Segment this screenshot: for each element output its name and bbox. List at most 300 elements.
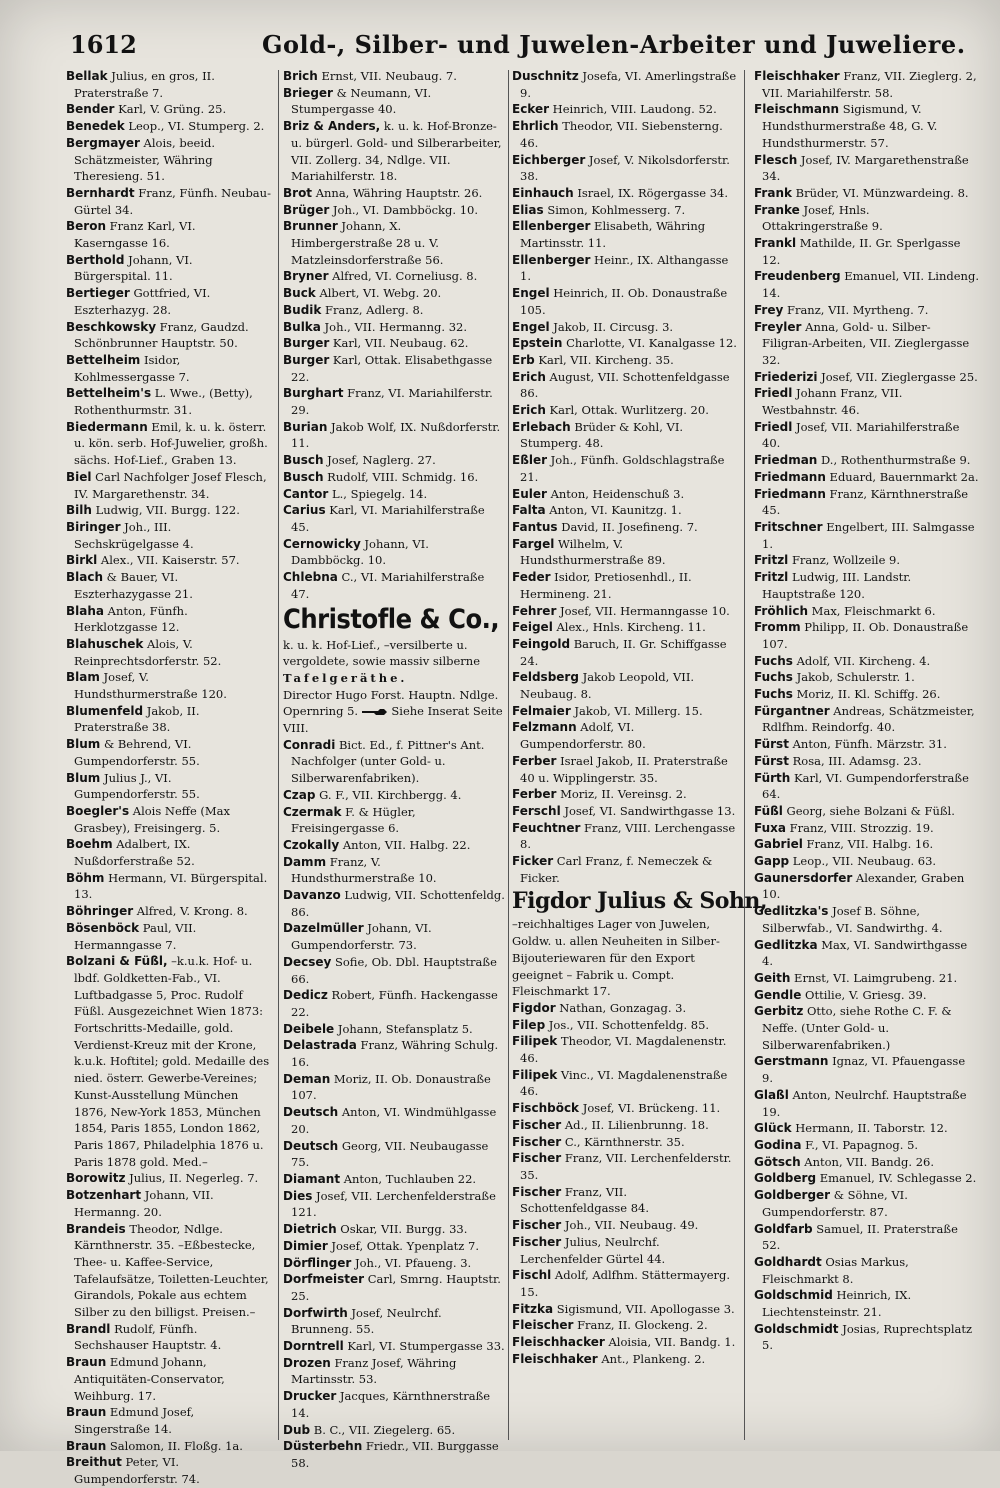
entry-name: Elias: [512, 202, 544, 217]
entry-details: Friedr., VII. Burggasse 58.: [291, 1439, 499, 1470]
entry-details: Karl, VI. Stumpergasse 33.: [343, 1339, 505, 1354]
entry-details: Franz, VII. Lerchenfelderstr. 35.: [520, 1151, 732, 1182]
directory-entry: [283, 452, 505, 469]
entry-name: Czokally: [283, 837, 340, 852]
entry-details: Heinrich, VIII. Laudong. 52.: [549, 102, 717, 117]
entry-details: Anton, Fünfh. Märzstr. 31.: [788, 737, 947, 752]
entry-name: Filipek: [512, 1034, 558, 1049]
directory-entry: [754, 1221, 979, 1254]
entry-name: Goldschmidt: [754, 1321, 839, 1336]
directory-entry: [283, 854, 505, 887]
entry-details: Josef, Ottak. Ypenplatz 7.: [327, 1238, 479, 1253]
entry-name: Gapp: [754, 854, 790, 869]
directory-entry: [512, 519, 737, 536]
entry-details: Heinrich, IX. Liechtensteinstr. 21.: [762, 1288, 912, 1320]
entry-name: Feingold: [512, 636, 571, 651]
directory-entry: [512, 786, 737, 803]
entry-name: Ficker: [512, 854, 554, 869]
directory-entry: [283, 1171, 505, 1188]
directory-entry: [283, 352, 505, 385]
entry-details: Theodor, VII. Siebensterng. 46.: [520, 119, 723, 150]
entry-details: Georg, siehe Bolzani & Füßl.: [782, 803, 955, 818]
directory-entry: [283, 419, 505, 452]
entry-name: Glück: [754, 1121, 792, 1136]
entry-name: Füßl: [754, 803, 783, 818]
entry-details: Josef, VI. Sandwirthgasse 13.: [560, 803, 736, 818]
entry-name: Frank: [754, 185, 792, 200]
entry-details: Joh., III. Sechskrügelgasse 4.: [74, 519, 194, 551]
entry-name: Friedmann: [754, 469, 826, 484]
entry-name: Fromm: [754, 620, 801, 635]
entry-name: Gedlitzka's: [754, 904, 829, 919]
entry-name: Dorntrell: [283, 1339, 344, 1354]
directory-entry: [754, 803, 979, 820]
entry-name: Briz & Anders,: [283, 119, 381, 134]
entry-details: Baruch, II. Gr. Schiffgasse 24.: [520, 636, 727, 668]
entry-details: Rosa, III. Adamsg. 23.: [788, 753, 922, 768]
entry-name: Borowitz: [66, 1171, 126, 1186]
entry-details: Franz, II. Glockeng. 2.: [573, 1318, 708, 1333]
entry-details: Jakob Wolf, IX. Nußdorferstr. 11.: [291, 419, 501, 451]
entry-details: Oskar, VII. Burgg. 33.: [336, 1222, 468, 1237]
directory-entry: [512, 68, 737, 101]
entry-name: Boegler's: [66, 803, 130, 818]
directory-entry: [754, 736, 979, 753]
directory-entry: [754, 152, 979, 185]
directory-entry: [283, 920, 505, 953]
entry-name: Goldschmid: [754, 1288, 833, 1303]
entry-details: Josef, Hnls. Ottakringerstraße 9.: [762, 202, 883, 234]
directory-entry: [754, 987, 979, 1004]
entry-name: Czap: [283, 787, 316, 802]
column-2: [283, 68, 505, 1470]
entry-name: Burger: [283, 336, 330, 351]
entry-details: Jakob, VI. Millerg. 15.: [570, 703, 703, 718]
entry-name: Fuchs: [754, 670, 793, 685]
directory-entry: [512, 1301, 737, 1318]
directory-entry: [66, 953, 271, 1170]
entry-details: Ernst, VI. Laimgrubeng. 21.: [790, 970, 958, 985]
directory-entry: [512, 569, 737, 602]
entry-details: Josef, VII. Lerchenfelderstraße 121.: [291, 1188, 496, 1220]
directory-entry: [512, 101, 737, 118]
directory-entry: [512, 335, 737, 352]
directory-entry: [512, 1234, 737, 1267]
directory-entry: [66, 469, 271, 502]
entry-name: Erlebach: [512, 419, 571, 434]
entry-details: Jacques, Kärnthnerstraße 14.: [291, 1389, 491, 1420]
directory-entry: [512, 502, 737, 519]
directory-entry: [754, 1187, 979, 1220]
directory-entry: [512, 820, 737, 853]
entry-details: Emil, k. u. k. österr. u. kön. serb. Hof-Juwelier, großh. sächs. Hof-Lief., Graben 13.: [74, 419, 268, 468]
directory-entry: [754, 903, 979, 936]
entry-name: Carius: [283, 503, 326, 518]
entry-name: Czermak: [283, 804, 342, 819]
directory-entry: [66, 569, 271, 602]
entry-name: Franke: [754, 202, 800, 217]
directory-entry: [754, 569, 979, 602]
entry-details: Franz, Gaudzd. Schönbrunner Hauptstr. 50.: [74, 319, 249, 351]
entry-details: Ant., Plankeng. 2.: [597, 1351, 706, 1366]
entry-name: Blach: [66, 570, 104, 585]
entry-name: Bulka: [283, 319, 321, 334]
directory-entry: [512, 152, 737, 185]
entry-name: Glaßl: [754, 1087, 789, 1102]
entries-list: [512, 1000, 737, 1367]
directory-entry: [66, 118, 271, 135]
entry-details: Leop., VII. Neubaug. 63.: [789, 854, 937, 869]
entry-details: Anna, Gold- u. Silber-Filigran-Arbeiten, VII. Zieglergasse 32.: [762, 319, 970, 367]
entry-details: Moriz, II. Ob. Donaustraße 107.: [291, 1071, 491, 1103]
entry-name: Fischer: [512, 1117, 562, 1132]
entry-name: Filipek: [512, 1067, 558, 1082]
entry-name: Berthold: [66, 252, 125, 267]
entry-details: Joh., VII. Neubaug. 49.: [561, 1218, 699, 1233]
directory-entry: [512, 252, 737, 285]
entry-details: C., VI. Mariahilferstraße 47.: [291, 570, 485, 601]
directory-entry: [754, 302, 979, 319]
entry-details: Karl, Ottak. Elisabethgasse 22.: [291, 352, 493, 384]
directory-entry: [283, 1255, 505, 1272]
entry-details: Julius, II. Negerleg. 7.: [125, 1171, 259, 1186]
directory-entry: [512, 1134, 737, 1151]
entry-details: Franz, Währing Schulg. 16.: [291, 1038, 499, 1070]
directory-entry: [66, 285, 271, 318]
entry-name: Fleischhacker: [512, 1335, 605, 1350]
directory-entry: [283, 987, 505, 1020]
entry-name: Fuchs: [754, 653, 793, 668]
entry-name: Dedicz: [283, 988, 328, 1003]
entry-details: Johann, VI. Dambböckg. 10.: [291, 536, 429, 568]
entry-details: Ludwig, VII. Burgg. 122.: [91, 503, 240, 518]
entries-list: [754, 68, 979, 1354]
entry-details: Theodor, VI. Magdalenenstr. 46.: [520, 1034, 727, 1066]
directory-entry: [66, 669, 271, 702]
ad-see-reference: Siehe Inserat Seite VIII.: [283, 704, 503, 736]
entry-name: Fleischhaker: [512, 1351, 598, 1366]
directory-entry: [66, 1170, 271, 1187]
directory-entry: [754, 1254, 979, 1287]
entry-details: Josef, V. Hundsthurmerstraße 120.: [74, 670, 227, 702]
directory-entry: [754, 820, 979, 837]
entry-name: Dietrich: [283, 1222, 337, 1237]
directory-entry: [754, 770, 979, 803]
entry-name: Dörflinger: [283, 1255, 352, 1270]
entry-details: Anton, VI. Kaunitzg. 1.: [545, 503, 682, 518]
entry-name: Fargel: [512, 536, 555, 551]
entry-name: Brieger: [283, 85, 333, 100]
directory-entry: [66, 185, 271, 218]
directory-entry: [512, 1117, 737, 1134]
entry-name: Bösenböck: [66, 920, 140, 935]
entry-name: Ferber: [512, 753, 557, 768]
entry-details: Ottilie, V. Griesg. 39.: [801, 987, 927, 1002]
entry-details: Anton, VI. Windmühlgasse 20.: [291, 1105, 497, 1136]
christofle-advertisement: [283, 603, 505, 737]
directory-entry: [754, 486, 979, 519]
entry-details: Hermann, II. Taborstr. 12.: [791, 1121, 948, 1136]
entry-name: Bergmayer: [66, 135, 140, 150]
entry-name: Bryner: [283, 269, 329, 284]
entry-name: Fischer: [512, 1218, 562, 1233]
entry-details: Anton, Tuchlauben 22.: [340, 1172, 477, 1186]
entry-name: Friedmann: [754, 486, 826, 501]
directory-entry: [283, 1037, 505, 1070]
entry-name: Eichberger: [512, 152, 586, 167]
entry-details: Julius, Neulrchf. Lerchenfelder Gürtel 44.: [520, 1234, 666, 1266]
directory-entry: [66, 1404, 271, 1437]
directory-entry: [512, 402, 737, 419]
entry-name: Drozen: [283, 1355, 331, 1370]
entry-name: Engel: [512, 286, 550, 301]
entry-details: k. u. k. Hof-Bronze- u. bürgerl. Gold- und Silberarbeiter, VII. Zollerg. 34, Ndlge. VII. Mariahilferstr. 18.: [291, 119, 502, 184]
directory-entry: [66, 419, 271, 469]
directory-entry: [754, 1321, 979, 1354]
directory-entry: [512, 853, 737, 886]
entry-details: Gottfried, VI. Eszterhazyg. 28.: [74, 286, 211, 317]
entry-name: Fritzl: [754, 570, 789, 585]
entry-name: Frankl: [754, 236, 797, 251]
entry-details: Edmund Johann, Antiquitäten-Conservator, Weihburg. 17.: [74, 1355, 225, 1403]
entry-details: Josef, Naglerg. 27.: [323, 453, 436, 468]
directory-entry: [754, 686, 979, 703]
entry-details: B. C., VII. Ziegelerg. 65.: [310, 1422, 456, 1437]
entry-name: Braun: [66, 1438, 107, 1453]
directory-entry: [66, 252, 271, 285]
directory-entry: [754, 1053, 979, 1086]
directory-entry: [512, 185, 737, 202]
entry-details: Peter, VI. Gumpendorferstr. 74.: [74, 1455, 200, 1487]
entry-details: Karl, Ottak. Wurlitzerg. 20.: [545, 403, 709, 418]
directory-entry: [283, 218, 505, 268]
entry-name: Duschnitz: [512, 69, 579, 83]
directory-entry: [512, 703, 737, 720]
directory-entry: [283, 1422, 505, 1439]
entry-details: Adolf, Adlfhm. Stättermayerg. 15.: [520, 1268, 731, 1299]
entry-name: Fritschner: [754, 519, 823, 534]
entry-name: Dies: [283, 1188, 313, 1203]
entry-details: Jos., VII. Schottenfeldg. 85.: [545, 1017, 710, 1032]
directory-entry: [66, 770, 271, 803]
directory-entry: [283, 385, 505, 418]
entry-details: –k.u.k. Hof- u. lbdf. Goldketten-Fab., VI. Luftbadgasse 5, Proc. Rudolf Füßl. Ausgezeichnet Wien 1873: Fortschritts-Medaille, gold. Verdienst-Kreuz mit der Krone, k.u.k. Hoftitel; gold. Medaille des nied. österr. Gewerbe-Vereines; Kunst-Ausstellung München 1876, New-York 1853, München 1854, Paris 1855, London 1862, Paris 1867, Philadelphia 1876 u. Paris 1878 gold. Med.–: [74, 954, 270, 1169]
entry-details: Josef B. Söhne, Silberwfab., VI. Sandwirthg. 4.: [762, 904, 943, 935]
directory-entry: [754, 235, 979, 268]
entry-details: Franz, VII. Zieglerg. 2, VII. Mariahilferstr. 58.: [762, 69, 977, 100]
entry-name: Feigel: [512, 620, 553, 635]
directory-entry: [754, 870, 979, 903]
entry-name: Deman: [283, 1071, 331, 1086]
entry-name: Brot: [283, 185, 313, 200]
entry-name: Breithut: [66, 1455, 122, 1470]
entry-details: Philipp, II. Ob. Donaustraße 107.: [762, 620, 969, 651]
entry-name: Biel: [66, 469, 92, 484]
directory-entry: [754, 1170, 979, 1187]
entry-details: Franz, VII. Halbg. 16.: [802, 837, 934, 852]
directory-entry: [66, 803, 271, 836]
entry-name: Gerbitz: [754, 1004, 804, 1019]
entry-name: Gendle: [754, 987, 802, 1002]
entry-name: Goldfarb: [754, 1221, 813, 1236]
directory-entry: [66, 101, 271, 118]
entry-name: Beschkowsky: [66, 319, 157, 334]
entry-details: Karl, VII. Kircheng. 35.: [534, 352, 674, 367]
entry-details: Anton, VII. Bandg. 26.: [800, 1154, 935, 1169]
entry-name: Ferschl: [512, 803, 561, 818]
entry-details: Franz, Fünfh. Neubau-Gürtel 34.: [74, 185, 271, 217]
entry-name: Dorfwirth: [283, 1305, 348, 1320]
entry-name: Böhringer: [66, 904, 134, 919]
directory-entry: [512, 1334, 737, 1351]
entries-list: [283, 68, 505, 603]
entry-details: David, II. Josefineng. 7.: [557, 519, 698, 534]
entry-name: Blaha: [66, 603, 104, 618]
entry-name: Filep: [512, 1017, 546, 1032]
directory-entry: [754, 268, 979, 301]
directory-entry: [512, 1317, 737, 1334]
entry-details: Joh., VII. Hermanng. 32.: [320, 319, 468, 334]
entry-name: Bettelheim: [66, 352, 141, 367]
directory-entry: [66, 135, 271, 185]
entry-name: Blum: [66, 770, 101, 785]
entry-name: Gabriel: [754, 837, 803, 852]
entry-name: Fantus: [512, 519, 558, 534]
entry-name: Boehm: [66, 837, 113, 852]
entry-details: Johann, Stefansplatz 5.: [334, 1021, 473, 1036]
entry-name: Fischer: [512, 1151, 562, 1166]
entry-name: Brunner: [283, 219, 338, 234]
entry-details: Moriz, II. Vereinsg. 2.: [556, 787, 687, 802]
directory-entry: [66, 519, 271, 552]
directory-entry: [754, 185, 979, 202]
entry-details: L. Wwe., (Betty), Rothenthurmstr. 31.: [74, 386, 253, 418]
ad-body: –reichhaltiges Lager von Juwelen, Goldw. u. allen Neuheiten in Silber-Bijouteriewaren für den Export geeignet – Fabrik u. Compt. Fleischmarkt 17.: [512, 917, 720, 999]
entry-name: Epstein: [512, 336, 563, 351]
entry-details: Alfred, V. Krong. 8.: [133, 904, 248, 919]
entry-name: Erich: [512, 369, 546, 384]
directory-entry: [754, 552, 979, 569]
entry-details: Leop., VI. Stumperg. 2.: [124, 119, 265, 134]
directory-columns: [66, 68, 986, 1487]
entry-details: Elisabeth, Währing Martinsstr. 11.: [520, 219, 706, 251]
entry-name: Dazelmüller: [283, 921, 364, 936]
directory-entry: [754, 101, 979, 151]
directory-entry: [66, 836, 271, 869]
entry-name: Fritzl: [754, 553, 789, 568]
entry-details: Joh., Fünfh. Goldschlagstraße 21.: [520, 453, 725, 484]
directory-entry: [66, 703, 271, 736]
entry-details: Franz Karl, VI. Kaserngasse 16.: [74, 219, 196, 251]
entry-name: Gaunersdorfer: [754, 870, 853, 885]
directory-entry: [754, 1003, 979, 1053]
entry-details: August, VII. Schottenfeldgasse 86.: [520, 369, 730, 401]
entry-details: Heinr., IX. Althangasse 1.: [520, 252, 729, 284]
directory-entry: [66, 502, 271, 519]
entry-name: Figdor: [512, 1000, 556, 1015]
entry-name: Buck: [283, 286, 316, 301]
entry-details: Rudolf, Fünfh. Sechshauser Hauptstr. 4.: [74, 1321, 222, 1353]
directory-entry: [283, 1071, 505, 1104]
directory-entry: [512, 536, 737, 569]
entry-details: Rudolf, VIII. Schmidg. 16.: [323, 469, 479, 484]
entry-details: Wilhelm, V. Hundsthurmerstraße 89.: [520, 536, 666, 568]
directory-entry: [512, 218, 737, 251]
entry-details: Karl, V. Grüng. 25.: [114, 102, 227, 117]
entry-details: Alois, beeid. Schätzmeister, Währing Theresieng. 51.: [74, 135, 216, 184]
entry-details: G. F., VII. Kirchbergg. 4.: [315, 787, 462, 802]
entry-details: Franz, V. Hundsthurmerstraße 10.: [291, 854, 437, 886]
ad-spaced-text: Tafelgeräthe.: [283, 670, 408, 685]
directory-entry: [512, 669, 737, 702]
directory-entry: [754, 452, 979, 469]
page-header: [0, 28, 1000, 68]
entry-name: Bettelheim's: [66, 386, 152, 401]
entry-details: & Neumann, VI. Stumpergasse 40.: [291, 85, 432, 117]
entry-details: Sigismund, V. Hundsthurmerstraße 48, G. V. Hundsthurmerstr. 57.: [762, 102, 938, 150]
directory-entry: [283, 569, 505, 602]
entry-name: Davanzo: [283, 888, 341, 903]
entry-name: Friedl: [754, 419, 793, 434]
entry-details: Samuel, II. Praterstraße 52.: [762, 1221, 958, 1253]
directory-entry: [754, 369, 979, 386]
entry-details: Anton, VII. Halbg. 22.: [339, 837, 471, 852]
entry-name: Brich: [283, 69, 318, 83]
entry-name: Busch: [283, 453, 324, 468]
entry-details: Jakob, II. Praterstraße 38.: [74, 703, 200, 735]
entry-name: Burian: [283, 419, 328, 434]
entry-details: Mathilde, II. Gr. Sperlgasse 12.: [762, 236, 961, 267]
directory-entry: [283, 1238, 505, 1255]
entry-name: Flesch: [754, 152, 798, 167]
directory-entry: [512, 285, 737, 318]
entry-name: Freyler: [754, 319, 802, 334]
directory-entry: [754, 836, 979, 853]
entry-details: Alfred, VI. Corneliusg. 8.: [328, 269, 478, 284]
entry-name: Ellenberger: [512, 219, 591, 234]
entry-name: Delastrada: [283, 1038, 357, 1053]
entry-details: Isidor, Kohlmessergasse 7.: [74, 352, 190, 384]
entry-details: C., Kärnthnerstr. 35.: [561, 1134, 685, 1149]
directory-entry: [512, 1100, 737, 1117]
entry-name: Fürgantner: [754, 703, 830, 718]
entry-name: Eßler: [512, 453, 547, 468]
entry-details: F. & Hügler, Freisingergasse 6.: [291, 804, 416, 836]
entry-name: Decsey: [283, 954, 332, 969]
entry-name: Beron: [66, 219, 106, 234]
entry-name: Ecker: [512, 102, 550, 117]
directory-entry: [754, 669, 979, 686]
directory-entry: [283, 1305, 505, 1338]
directory-entry: [512, 1017, 737, 1034]
directory-entry: [283, 804, 505, 837]
entry-name: Feldsberg: [512, 670, 579, 685]
entry-name: Friederizi: [754, 369, 818, 384]
directory-entry: [754, 469, 979, 486]
entry-name: Fuxa: [754, 820, 786, 835]
entry-details: Brüder, VI. Münzwardeing. 8.: [791, 185, 969, 200]
entry-name: Einhauch: [512, 185, 574, 200]
entry-details: Franz, VIII. Lerchengasse 8.: [520, 820, 736, 852]
directory-entry: [283, 85, 505, 118]
entry-details: Anton, Heidenschuß 3.: [546, 486, 685, 501]
entry-name: Bernhardt: [66, 185, 135, 200]
entry-name: Ferber: [512, 787, 557, 802]
directory-entry: [512, 1184, 737, 1217]
ad-heading: Figdor Julius & Sohn,: [512, 888, 768, 915]
entry-name: Brandeis: [66, 1221, 126, 1236]
entry-details: Osias Markus, Fleischmarkt 8.: [762, 1254, 909, 1286]
